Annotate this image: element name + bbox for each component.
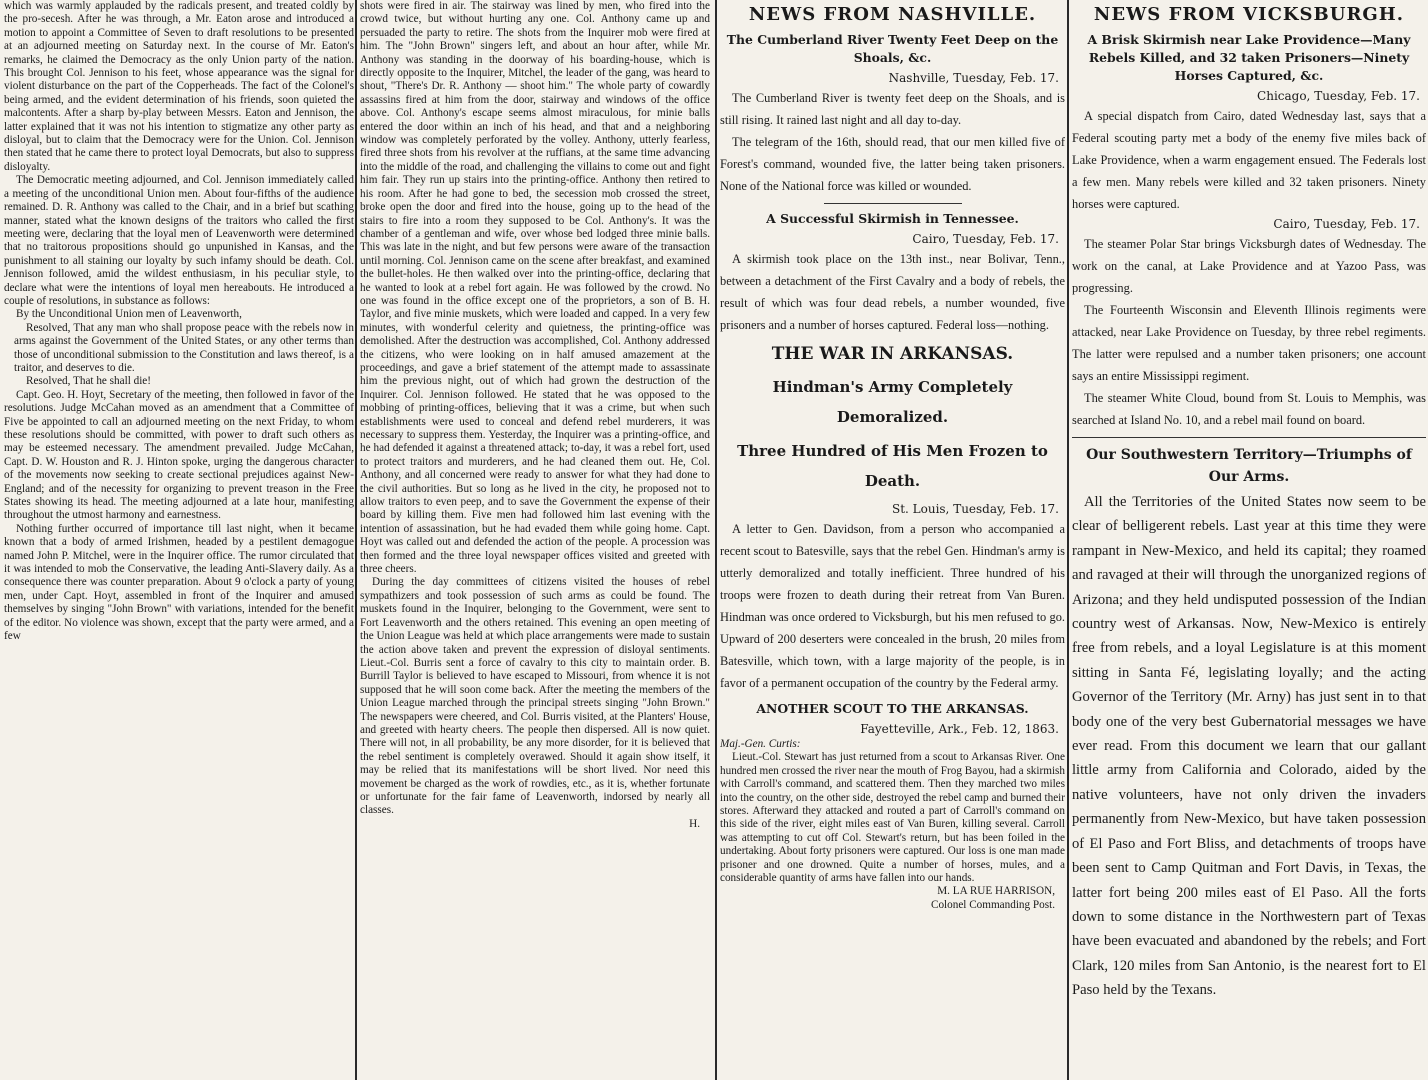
article-paragraph: shots were fired in air. The stairway was lined by men, who fired into the crowd twice, but without hurting any one. Col. Anthony came up and persuaded the party to retire. The shots from the Inquirer mob were fired at him. The "John Brown" singers left, and about an hour after, while Mr. Anthony was standing in the doorway of his boarding-house, which is directly opposite to the Inquirer, Mitchel, the leader of the gang, was heard to shout, "There's Dr. R. Anthony — shoot him." The whole party of cowardly assassins fired at him from the door, stairway and windows of the office above. Col. Anthony's escape seems almost miraculous, for minie balls entered the door within an inch of his head, and that and a neighboring window was completely perforated by the volley. Anthony, utterly fearless, fired three shots from his revolver at the ruffians, at the same time advancing into the middle of the road, and challenging the villains to come out and fight him fair. They run up stairs into the printing-office. Anthony then retired to his room. After he had gone to bed, the secession mob crossed the street, broke open the door and fired into the house, going up to the head of the stairs to fire into a room they supposed to be Col. Anthony's. It was the chamber of a gentleman and wife, over whose bed lodged three minie balls. This was late in the night, and but few persons were aware of the transaction until morning. Col. Jennison came on the scene after breakfast, and examined the bullet-holes. He then walked over into the printing-office, declaring that he wanted to look at a rebel fort again. He was followed by the crowd. No one was found in the office except one of the proprietors, a son of B. H. Taylor, and five minie muskets, which were loaded and capped. In a very few minutes, with wonderful celerity and quietness, the printing-office was demolished. After the destruction was accomplished, Col. Anthony addressed the citizens, who were looking on in half amused amazement at the proceedings, and gave a brief statement of the attempt made to assassinate him the previous night, out of which had grown the destruction of the Inquirer. Col. Jennison followed. He stated that he was opposed to the mobbing of printing-offices, believing that it was a crime, but when such establishments were used to conceal and defend rebel murderers, it was necessary to suppress them. Yesterday, the Inquirer was a printing-office, and he had defended it against a threatened attack; to-day, it was a rebel fort, used to protect traitors and murderers, and he had cleaned them out. He, Col. Anthony, and all concerned were ready to answer for what they had done to the civil authorities. But so long as he lived in the city, he proposed not to allow traitors to even peep, and to save the Government the expense of their board by killing them. Five men had followed him last evening with the intention of assassination, but he had evaded them while going home. Capt. Hoyt was called out and defended the action of the people. A procession was then formed and the three loyal newspaper offices visited and greeted with three cheers.: [360, 0, 710, 576]
dateline: St. Louis, Tuesday, Feb. 17.: [891, 502, 1059, 516]
article-body: [1072, 233, 1426, 431]
column-rule: [355, 0, 357, 1080]
headline-hindman: Hindman's Army Completely Demoralized.: [772, 378, 1013, 426]
dateline: Cairo, Tuesday, Feb. 17.: [1273, 217, 1420, 231]
dateline: Fayetteville, Ark., Feb. 12, 1863.: [860, 722, 1059, 736]
article-paragraph: The Fourteenth Wisconsin and Eleventh Illinois regiments were attacked, near Lake Providence on Tuesday, by three rebel regiments. The latter were repulsed and a number taken prisoners; one account says an entire Mississippi regiment.: [1072, 303, 1426, 383]
article-paragraph: By the Unconditional Union men of Leavenworth,: [16, 308, 242, 321]
article-paragraph: A letter to Gen. Davidson, from a person who accompanied a recent scout to Batesville, says that the rebel Gen. Hindman's army is utterly demoralized and totally inefficient. Three hundred of his troops were frozen to death during their retreat from Van Buren. Hindman was once ordered to Vicksburgh, but his men refused to go. Upward of 200 deserters were concealed in the brush, 20 miles from Batesville, which town, with a large majority of the people, is in favor of a permanent occupation of the country by the Federal army.: [720, 522, 1065, 690]
article-paragraph: which was warmly applauded by the radicals present, and treated coldly by the pro-secesh. After he was through, a Mr. Eaton arose and introduced a motion to appoint a Committee of Seven to draft resolutions to be presented at an adjourned meeting on Saturday next. In the course of Mr. Eaton's remarks, he claimed the Democracy as the only Union party of the nation. This brought Col. Jennison to his feet, whose appearance was the signal for violent disturbance on the part of the Copperheads. The fact of the Colonel's being armed, and the evident determination of his friends, soon quieted the malcontents. After a sharp by-play between Messrs. Eaton and Jennison, the latter explained that it was not his intention to stigmatize any other party as disloyal, but to claim that the Democracy were for the Union. Col. Jennison then stated that he came there to protect loyal Democrats, but also to suppress disloyalty.: [4, 0, 354, 173]
salutation: Maj.-Gen. Curtis:: [720, 738, 801, 750]
headline-another-scout: ANOTHER SCOUT TO THE ARKANSAS.: [756, 701, 1029, 716]
section-masthead-arkansas: THE WAR IN ARKANSAS.: [771, 344, 1014, 364]
article-body: [720, 518, 1065, 694]
column-leavenworth-part2: [360, 0, 710, 1080]
article-signature: H.: [689, 817, 700, 830]
column-rule: [1067, 0, 1069, 1080]
headline-lake-providence: A Brisk Skirmish near Lake Providence—Many Rebels Killed, and 32 taken Prisoners—Ninety Horses Captured, &c.: [1087, 32, 1411, 83]
article-paragraph: The Cumberland River is twenty feet deep on the Shoals, and is still rising. It rained last night and all day to-day.: [720, 91, 1065, 127]
article-paragraph: The telegram of the 16th, should read, that our men killed five of Forest's command, wounded five, the latter being taken prisoners. None of the National force was killed or wounded.: [720, 135, 1065, 193]
article-paragraph: During the day committees of citizens visited the houses of rebel sympathizers and took possession of such arms as could be found. The muskets found in the Inquirer, belonging to the Government, were sent to Fort Leavenworth and the others retained. This evening an open meeting of the Union League was held at which place arrangements were made to sustain the action above taken and prevent the expression of disloyal sentiments. Lieut.-Col. Burris sent a force of cavalry to this city to maintain order. B. Burrill Taylor is believed to have escaped to Missouri, from whence it is not supposed that he will soon come back. After the meeting the members of the Union League marched through the principal streets singing "John Brown." The newspapers were cheered, and Col. Burris visited, at the Planters' House, and greeted with hearty cheers. The people then dispersed. All is now quiet. There will not, in all probability, be any more disorder, for it is believed that the rebel sentiment is completely overawed. Should it again show itself, it may be relied that its manifestations will be short lived. Nor need this movement be charged as the work of rowdies, etc., as it is, whether fortunate or unfortunate for the fair fame of Leavenworth, indorsed by nearly all classes.: [360, 576, 710, 817]
article-paragraph: A skirmish took place on the 13th inst., near Bolivar, Tenn., between a detachment of the First Cavalry and a body of rebels, the result of which was four dead rebels, a number wounded, five prisoners and a number of horses captured. Federal loss—nothing.: [720, 252, 1065, 332]
column-vicksburgh-southwest: [1072, 0, 1426, 1080]
article-paragraph: Capt. Geo. H. Hoyt, Secretary of the meeting, then followed in favor of the resolutions. Judge McCahan moved as an amendment that a Committee of Five be appointed to call an adjourned meeting on the next Friday, to whom these resolutions should be committed, with power to draft such others as may be esteemed necessary. The amendment prevailed. Judge McCahan, Capt. D. W. Houston and R. J. Hinton spoke, urging the dangerous character of the movements now seeking to create sectional prejudices against New-England; and of the necessity for organizing to prevent treason in the Free States showing its head. The meeting adjourned at a late hour, manifesting throughout the utmost harmony and earnestness.: [4, 388, 354, 522]
headline-southwestern-territory: Our Southwestern Territory—Triumphs of Our Arms.: [1086, 447, 1412, 485]
article-body: [1072, 105, 1426, 215]
article-body: [1072, 490, 1426, 1003]
section-divider: [1072, 437, 1426, 438]
resolution-paragraph: Resolved, That he shall die!: [26, 375, 152, 388]
dateline: Cairo, Tuesday, Feb. 17.: [912, 232, 1059, 246]
section-masthead-nashville: NEWS FROM NASHVILLE.: [748, 4, 1037, 25]
signature-title: Colonel Commanding Post.: [930, 898, 1055, 911]
article-body: [720, 738, 1065, 912]
headline-frozen: Three Hundred of His Men Frozen to Death.: [737, 442, 1048, 490]
column-rule: [715, 0, 717, 1080]
article-paragraph: A special dispatch from Cairo, dated Wednesday last, says that a Federal scouting party met a body of the enemy five miles back of Lake Providence, when a warm engagement ensued. The Federals lost a few men. Many rebels were killed and 32 taken prisoners. Ninety horses were captured.: [1072, 109, 1426, 211]
column-leavenworth-part1: [4, 0, 354, 1080]
article-paragraph: The steamer White Cloud, bound from St. Louis to Memphis, was searched at Island No. 10, and a rebel mail found on board.: [1072, 391, 1426, 427]
headline-cumberland: The Cumberland River Twenty Feet Deep on the Shoals, &c.: [726, 32, 1059, 65]
article-body: [720, 248, 1065, 336]
article-paragraph: The Democratic meeting adjourned, and Col. Jennison immediately called a meeting of the unconditional Union men. About four-fifths of the audience remained. D. R. Anthony was called to the Chair, and in a brief but scathing manner, stated what the known designs of the traitors who called the first meeting were, declaring that the loyal men of Leavenworth were determined that no traitorous propositions should go unpunished in Kansas, and the punishment to all staining our loyalty by such infamy should be death. Col. Jennison followed, amid the wildest enthusiasm, in his peculiar style, to declare what were the intentions of loyal men hereabouts. He introduced a couple of resolutions, in substance as follows:: [4, 174, 354, 307]
article-paragraph: Lieut.-Col. Stewart has just returned from a scout to Arkansas River. One hundred men crossed the river near the mouth of Frog Bayou, had a skirmish with Carroll's command, and scattered them. Then they marched two miles into the country, on the other side, destroyed the rebel camp and burned their stores. Afterward they attacked and routed a part of Carroll's command on this side of the river, eight miles east of Van Buren, killing several. Carroll was attempting to cut off Col. Stewart's return, but has been foiled in the undertaking. About forty prisoners were captured. Our loss is one man made prisoner and one drowned. Quite a number of horses, mules, and a considerable quantity of arms have fallen into our hands.: [720, 751, 1065, 885]
signature-name: M. LA RUE HARRISON,: [937, 885, 1055, 898]
column-nashville-arkansas: [720, 0, 1065, 1080]
dateline: Chicago, Tuesday, Feb. 17.: [1257, 89, 1420, 103]
article-paragraph: Nothing further occurred of importance till last night, when it became known that a body of armed Irishmen, headed by a pestilent demagogue named John P. Mitchel, were in the Inquirer office. The rumor circulated that it was intended to mob the Conservative, the leading Anti-Slavery daily. As a consequence there was counter preparation. About 9 o'clock a party of young men, under Capt. Hoyt, assembled in front of the Inquirer and amused themselves by singing "John Brown" with variations, intended for the benefit of the editor. No violence was shown, except that the party were armed, and a few: [4, 522, 354, 643]
section-masthead-vicksburgh: NEWS FROM VICKSBURGH.: [1093, 4, 1405, 25]
article-paragraph: All the Territories of the United States now seem to be clear of belligerent rebels. Last year at this time they were rampant in New-Mexico, and held its capital; they roamed and ravaged at their will through the unorganized regions of Arizona; and they held undisputed possession of the Indian country west of Arkansas. Now, New-Mexico is entirely free from rebels, and a loyal Legislature is at this moment sitting in Santa Fé, legislating loyally; and the acting Governor of the Territory (Mr. Arny) has just sent in to that body one of the very best Gubernatorial messages we have ever read. From this document we learn that our gallant little army from California and Colorado, aided by the native volunteers, have not only driven the invaders permanently from New-Mexico, but have taken possession of El Paso and Fort Bliss, and detachments of troops have been sent to Camp Quitman and Fort Davis, in Texas, the latter fort being 200 miles east of El Paso. All the forts down to some distance in the Northwestern part of Texas have been evacuated and abandoned by the rebels; and Fort Clark, 120 miles from San Antonio, is the nearest fort to El Paso held by the Texans.: [1072, 494, 1426, 999]
section-divider: [824, 203, 962, 204]
headline-skirmish-tennessee: A Successful Skirmish in Tennessee.: [766, 211, 1019, 226]
dateline: Nashville, Tuesday, Feb. 17.: [888, 71, 1059, 85]
resolution-paragraph: Resolved, That any man who shall propose peace with the rebels now in arms against the Government of the United States, or any other terms than those of unconditional submission to the Constitution and laws thereof, is a traitor, and deserves to die.: [14, 321, 354, 374]
article-paragraph: The steamer Polar Star brings Vicksburgh dates of Wednesday. The work on the canal, at Lake Providence and at Yazoo Pass, was progressing.: [1072, 237, 1426, 295]
article-body: [720, 87, 1065, 197]
